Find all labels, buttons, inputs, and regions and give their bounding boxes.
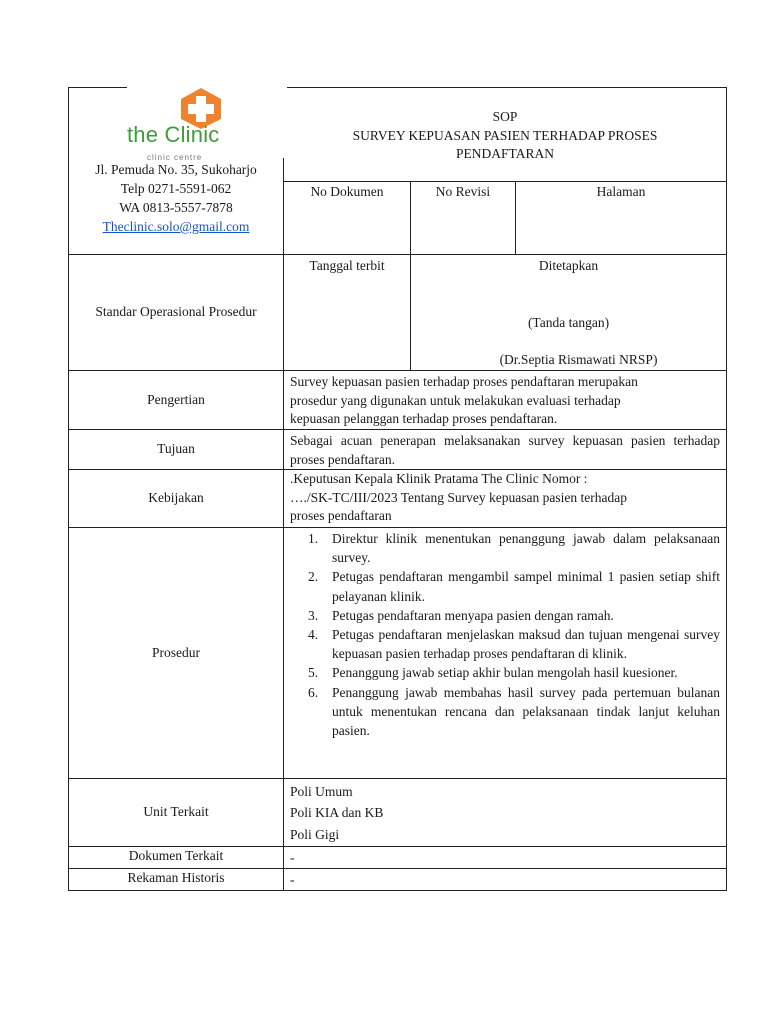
clinic-wa: WA 0813-5557-7878	[119, 200, 233, 215]
item-number: 3.	[308, 607, 319, 623]
item-text: Petugas pendaftaran menjelaskan maksud dan tujuan mengenai survey kepuasan pasien terhadap proses pendaftaran di klinik.	[332, 627, 721, 662]
prosedur-list	[284, 529, 726, 740]
rekaman-historis-value: -	[284, 869, 727, 891]
prosedur-label: Prosedur	[69, 528, 284, 779]
kebijakan-line-3: proses pendaftaran	[290, 508, 392, 523]
unit-item-3: Poli Gigi	[290, 827, 340, 842]
prosedur-item	[284, 606, 726, 625]
item-number: 1.	[308, 531, 319, 546]
sop-title-cont: PENDAFTARAN	[456, 146, 554, 161]
sop-label: SOP	[492, 109, 518, 124]
email-text[interactable]: Theclinic.solo@gmail.com	[102, 219, 250, 234]
ditetapkan-cell	[411, 255, 727, 371]
prosedur-item	[284, 663, 726, 682]
item-text: Penanggung jawab setiap akhir bulan mengolah hasil kuesioner.	[332, 665, 678, 681]
logo-tagline: clinic centre	[147, 153, 203, 162]
clinic-phone: Telp 0271-5591-062	[120, 181, 232, 196]
clinic-email-link[interactable]	[69, 218, 283, 237]
kebijakan-line-1: .Keputusan Kepala Klinik Pratama The Clinic Nomor :	[290, 471, 588, 486]
item-text: Penanggung jawab membahas hasil survey pada pertemuan bulanan untuk menentukan rencana dan pelaksanaan tindak lanjut keluhan pasien.	[332, 684, 721, 739]
unit-terkait-label: Unit Terkait	[69, 779, 284, 847]
dokumen-terkait-value: -	[284, 847, 727, 869]
item-text: Petugas pendaftaran menyapa pasien dengan ramah.	[332, 607, 614, 623]
item-number: 5.	[308, 665, 319, 681]
ditetapkan-label: Ditetapkan	[538, 258, 599, 273]
pengertian-line-1: Survey kepuasan pasien terhadap proses pendaftaran merupakan	[290, 374, 638, 389]
pengertian-line-2: prosedur yang digunakan untuk melakukan evaluasi terhadap	[290, 392, 621, 408]
pengertian-label: Pengertian	[69, 371, 284, 430]
pengertian-content	[284, 371, 727, 430]
halaman-cell	[516, 181, 727, 254]
no-dokumen-cell	[284, 181, 411, 254]
unit-item-1: Poli Umum	[290, 784, 353, 799]
rekaman-historis-label: Rekaman Historis	[69, 869, 284, 891]
tanggal-terbit-cell	[284, 255, 411, 371]
kebijakan-line-2: …./SK-TC/III/2023 Tentang Survey kepuasan pasien terhadap	[290, 489, 627, 505]
dokumen-terkait-label: Dokumen Terkait	[69, 847, 284, 869]
halaman-label: Halaman	[596, 183, 646, 199]
clinic-logo	[127, 86, 287, 162]
sop-title: SURVEY KEPUASAN PASIEN TERHADAP PROSES	[352, 127, 658, 143]
pengertian-line-3: kepuasan pelanggan terhadap proses pendaftaran.	[290, 411, 558, 426]
prosedur-item	[284, 567, 726, 605]
no-revisi-cell	[411, 181, 516, 254]
tanggal-terbit-label: Tanggal terbit	[309, 258, 385, 273]
logo-name: the Clinic	[127, 122, 220, 147]
tujuan-content: Sebagai acuan penerapan melaksanakan survey kepuasan pasien terhadap proses pendaftaran.	[284, 430, 727, 470]
no-dokumen-label: No Dokumen	[310, 183, 384, 199]
prosedur-item	[284, 529, 726, 567]
prosedur-item	[284, 625, 726, 663]
unit-item-2: Poli KIA dan KB	[290, 805, 384, 820]
tujuan-label: Tujuan	[69, 430, 284, 470]
tanda-tangan: (Tanda tangan)	[527, 314, 610, 330]
sop-title-cell	[284, 88, 727, 182]
item-number: 6.	[308, 684, 319, 700]
unit-terkait-content	[284, 779, 727, 847]
item-text: Petugas pendaftaran mengambil sampel minimal 1 pasien setiap shift pelayanan klinik.	[332, 569, 721, 604]
prosedur-content	[284, 528, 727, 779]
item-number: 4.	[308, 627, 319, 643]
item-text: Direktur klinik menentukan penanggung jawab dalam pelaksanaan survey.	[332, 531, 721, 566]
sop-table	[68, 87, 727, 891]
clinic-address: Jl. Pemuda No. 35, Sukoharjo	[95, 162, 257, 177]
prosedur-item	[284, 683, 726, 741]
sop-row-label: Standar Operasional Prosedur	[69, 255, 284, 371]
clinic-header-cell	[69, 88, 284, 255]
kebijakan-content	[284, 470, 727, 528]
item-number: 2.	[308, 569, 319, 585]
kebijakan-label: Kebijakan	[69, 470, 284, 528]
no-revisi-label: No Revisi	[435, 183, 491, 199]
signer-name: (Dr.Septia Rismawati NRSP)	[499, 352, 658, 367]
